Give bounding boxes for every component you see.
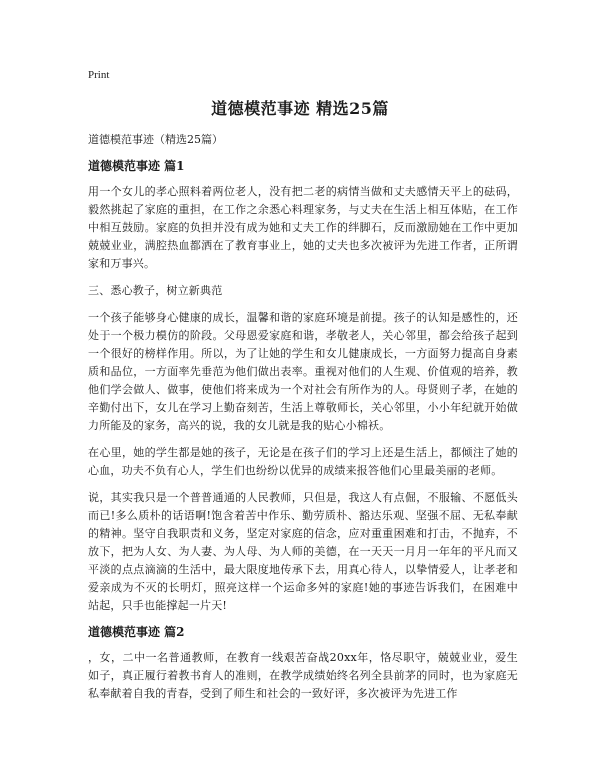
print-label: Print [88,69,110,81]
paragraph-subheading: 三、悉心教子，树立新典范 [88,284,223,297]
document-subtitle: 道德模范事迹（精选25篇） [88,133,223,146]
paragraph: 在心里，她的学生都是她的孩子，无论是在孩子们的学习上还是生活上，都倾注了她的心血，功夫不负有心人，学生们也纷纷以优异的成绩来报答他们心里最美丽的老师。 [88,446,518,477]
section-heading-1: 道德模范事迹 篇1 [88,159,185,173]
document-body [88,132,518,712]
paragraph: 用一个女儿的孝心照料着两位老人，没有把二老的病情当做和丈夫感情天平上的砝码，毅然挑起了家庭的重担，在工作之余悉心料理家务，与丈夫在生活上相互体贴，在工作中相互鼓励。家庭的负担并没有成为她和丈夫工作的绊脚石，反而激励她在工作中更加兢兢业业，满腔热血都洒在了教育事业上，她的丈夫也多次被评为先进工作者，正所谓家和万事兴。 [88,185,518,270]
document-title: 道德模范事迹 精选25篇 [211,99,389,118]
paragraph: ，女，二中一名普通教师，在教育一线艰苦奋战20xx年，恪尽职守，兢兢业业，爱生如子，真正履行着教书育人的准则，在教学成绩始终名列全县前茅的同时，也为家庭无私奉献着自我的青春，受到了师生和社会的一致好评，多次被评为先进工作 [88,651,518,700]
paragraph: 说，其实我只是一个普普通通的人民教师，只但是，我这人有点倔，不服输、不愿低头而已!多么质朴的话语啊!饱含着苦中作乐、勤劳质朴、豁达乐观、坚强不屈、无私奉献的精神。坚守自我职责和义务，坚定对家庭的信念，应对重重困难和打击，不抛弃，不放下，把为人女、为人妻、为人母、为人师的美德，在一天天一月月一年年的平凡而又平淡的点点滴滴的生活中，最大限度地传承下去，用真心待人，以挚情爱人，让孝老和爱亲成为不灭的长明灯，照亮这样一个运命多舛的家庭!她的事迹告诉我们，在困难中站起，只手也能撑起一片天! [88,491,518,612]
paragraph: 一个孩子能够身心健康的成长，温馨和谐的家庭环境是前提。孩子的认知是感性的，还处于一个极力模仿的阶段。父母恩爱家庭和谐，孝敬老人，关心邻里，都会给孩子起到一个很好的榜样作用。所以，为了让她的学生和女儿健康成长，一方面努力提高自身素质和品位，一方面率先垂范为他们做出表率。重视对他们的人生观、价值观的培养，教他们学会做人、做事，使他们将来成为一个对社会有所作为的人。母贤则子孝，在她的辛勤付出下，女儿在学习上勤奋刻苦，生活上尊敬师长，关心邻里，小小年纪就开始做力所能及的家务，高兴的说，我的女儿就是我的贴心小棉袄。 [88,311,518,432]
section-heading-2: 道德模范事迹 篇2 [88,625,185,639]
